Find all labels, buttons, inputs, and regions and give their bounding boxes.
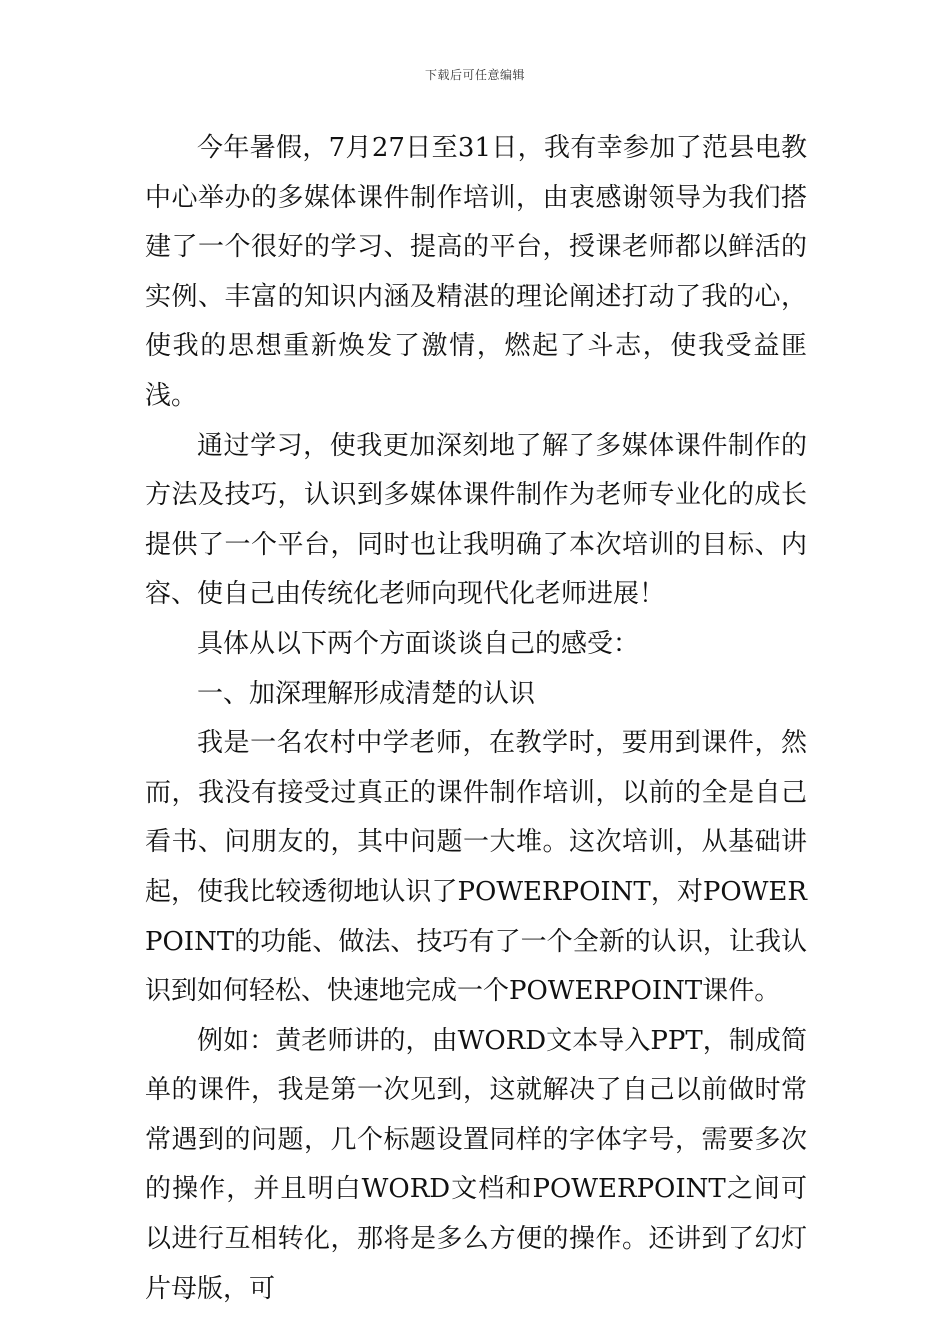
document-body: [145, 124, 807, 1314]
paragraph-2: 通过学习，使我更加深刻地了解了多媒体课件制作的方法及技巧，认识到多媒体课件制作为老师专业化的成长提供了一个平台，同时也让我明确了本次培训的目标、内容、使自己由传统化老师向现代化老师进展！: [145, 430, 807, 610]
paragraph-5: 我是一名农村中学老师，在教学时，要用到课件，然而，我没有接受过真正的课件制作培训，以前的全是自己看书、问朋友的，其中问题一大堆。这次培训，从基础讲起，使我比较透彻地认识了POWERPOINT，对POWERPOINT的功能、做法、技巧有了一个全新的认识，让我认识到如何轻松、快速地完成一个POWERPOINT课件。: [145, 728, 807, 1007]
paragraph-1: 今年暑假，7月27日至31日，我有幸参加了范县电教中心举办的多媒体课件制作培训，由衷感谢领导为我们搭建了一个很好的学习、提高的平台，授课老师都以鲜活的实例、丰富的知识内涵及精湛的理论阐述打动了我的心，使我的思想重新焕发了激情，燃起了斗志，使我受益匪浅。: [145, 133, 807, 411]
page-header: 下载后可任意编辑: [424, 68, 525, 82]
paragraph-6: 例如：黄老师讲的，由WORD文本导入PPT，制成简单的课件，我是第一次见到，这就解决了自己以前做时常常遇到的问题，几个标题设置同样的字体字号，需要多次的操作，并且明白WORD文档和POWERPOINT之间可以进行互相转化，那将是多么方便的操作。还讲到了幻灯片母版，可: [145, 1025, 807, 1304]
section-heading: 一、加深理解形成清楚的认识: [197, 678, 536, 709]
paragraph-3: 具体从以下两个方面谈谈自己的感受：: [197, 628, 640, 659]
